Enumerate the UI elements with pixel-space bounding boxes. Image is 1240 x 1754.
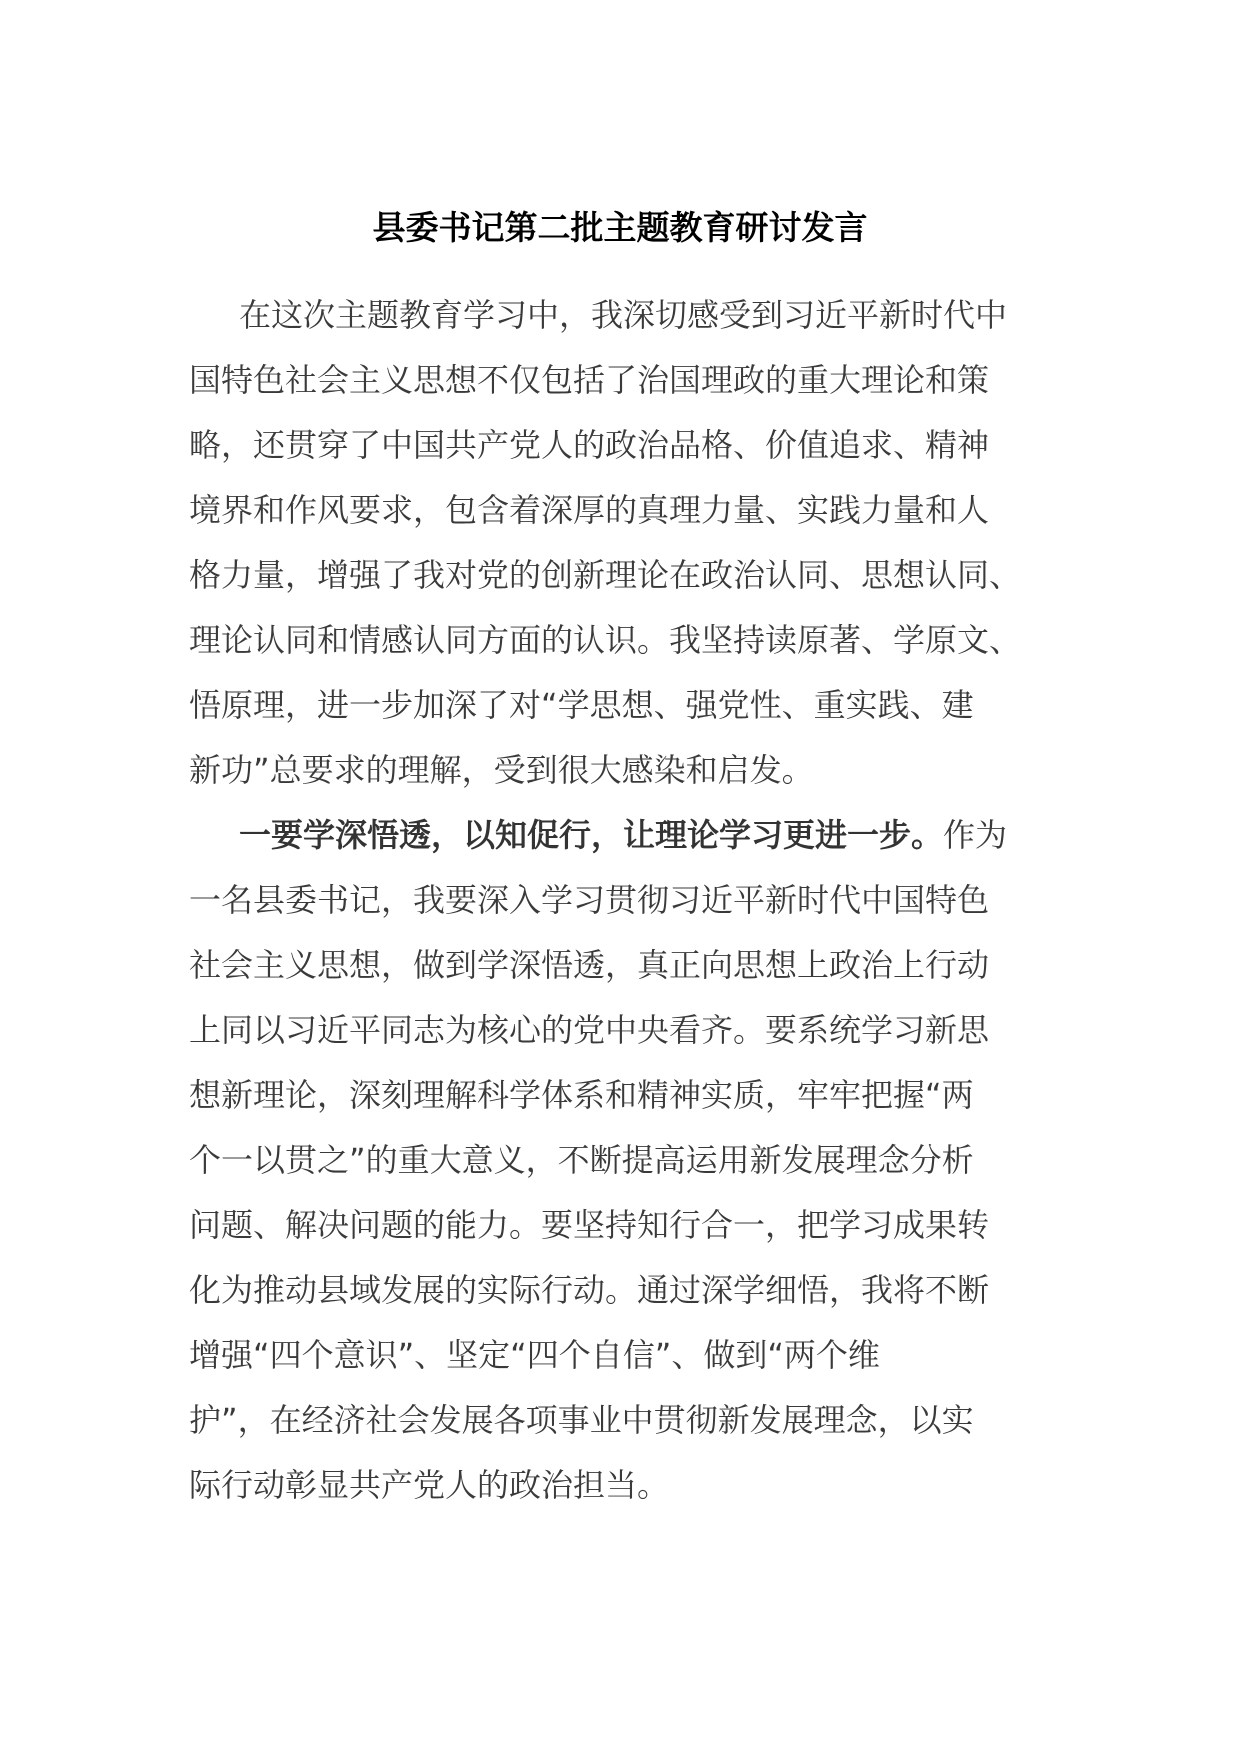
- paragraph-line: 在这次主题教育学习中，我深切感受到习近平新时代中: [239, 296, 1008, 334]
- paragraph-line: 格力量，增强了我对党的创新理论在政治认同、思想认同、: [189, 556, 1022, 594]
- paragraph-line: 新功”总要求的理解，受到很大感染和启发。: [189, 751, 814, 789]
- paragraph-line: 化为推动县域发展的实际行动。通过深学细悟，我将不断: [189, 1271, 990, 1309]
- paragraph-line: 增强“四个意识”、坚定“四个自信”、做到“两个维: [189, 1336, 880, 1374]
- section-heading-continuation: 作为: [943, 816, 1008, 854]
- paragraph-line: 上同以习近平同志为核心的党中央看齐。要系统学习新思: [189, 1011, 990, 1049]
- document-title: 县委书记第二批主题教育研讨发言: [372, 208, 868, 247]
- paragraph-line: 际行动彰显共产党人的政治担当。: [189, 1466, 670, 1504]
- paragraph-section-one: [189, 803, 1069, 1518]
- paragraph-line: 国特色社会主义思想不仅包括了治国理政的重大理论和策: [189, 361, 990, 399]
- paragraph-line: 问题、解决问题的能力。要坚持知行合一，把学习成果转: [189, 1206, 990, 1244]
- paragraph-intro: [189, 283, 1069, 803]
- paragraph-line: 想新理论，深刻理解科学体系和精神实质，牢牢把握“两: [189, 1076, 974, 1114]
- paragraph-line: 护”，在经济社会发展各项事业中贯彻新发展理念，以实: [189, 1401, 974, 1439]
- paragraph-line: 个一以贯之”的重大意义，不断提高运用新发展理念分析: [189, 1141, 974, 1179]
- document-body: [189, 283, 1069, 1518]
- section-heading-line: [189, 803, 1069, 868]
- paragraph-line: 理论认同和情感认同方面的认识。我坚持读原著、学原文、: [189, 621, 1022, 659]
- section-heading: 一要学深悟透，以知促行，让理论学习更进一步。: [239, 816, 944, 854]
- paragraph-line: 一名县委书记，我要深入学习贯彻习近平新时代中国特色: [189, 881, 990, 919]
- paragraph-line: 社会主义思想，做到学深悟透，真正向思想上政治上行动: [189, 946, 990, 984]
- paragraph-line: 略，还贯穿了中国共产党人的政治品格、价值追求、精神: [189, 426, 990, 464]
- paragraph-line: 境界和作风要求，包含着深厚的真理力量、实践力量和人: [189, 491, 990, 529]
- paragraph-line: 悟原理，进一步加深了对“学思想、强党性、重实践、建: [189, 686, 974, 724]
